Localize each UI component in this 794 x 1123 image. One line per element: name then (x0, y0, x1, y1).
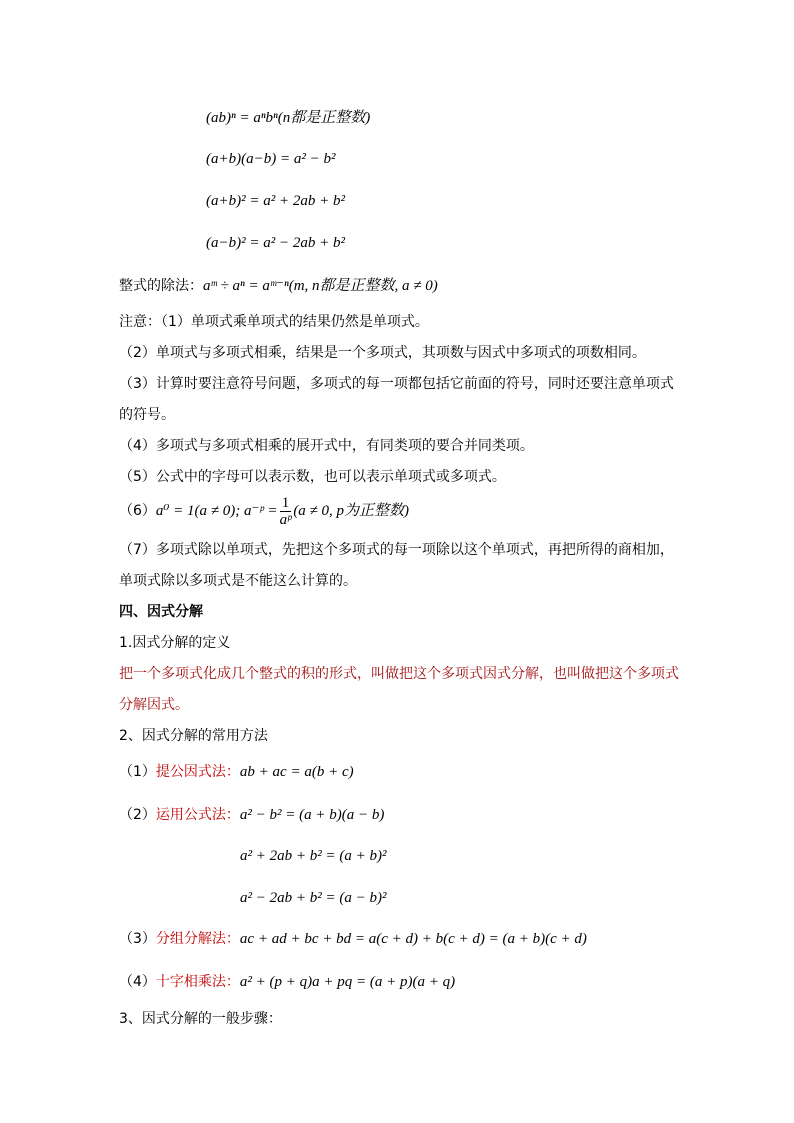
method-1-formula: ab + ac = a(b + c) (239, 764, 354, 780)
note-1: 注意：（1）单项式乘单项式的结果仍然是单项式。 (119, 314, 429, 330)
method-2-label: 运用公式法： (155, 807, 240, 823)
note-3-line-1: （3）计算时要注意符号问题，多项式的每一项都包括它前面的符号，同时还要注意单项式 (119, 376, 674, 392)
method-2-formula-1: a² − b² = (a + b)(a − b) (239, 807, 385, 823)
division-line (119, 276, 438, 296)
section-heading: 四、因式分解 (119, 604, 203, 620)
method-4-label: 十字相乘法： (155, 974, 240, 990)
method-4-number: （4） (119, 974, 156, 990)
method-3-label: 分组分解法： (155, 931, 240, 947)
methods-title: 2、因式分解的常用方法 (119, 728, 268, 744)
method-3-number: （3） (119, 931, 156, 947)
formula-power-of-product: (ab)ⁿ = aⁿbⁿ(n都是正整数) (206, 110, 371, 126)
method-1-label: 提公因式法： (155, 764, 240, 780)
method-4 (119, 972, 455, 992)
definition-title: 1.因式分解的定义 (119, 635, 231, 651)
method-3 (119, 929, 587, 949)
method-1 (119, 762, 354, 782)
formula-square-of-sum: (a+b)² = a² + 2ab + b² (206, 193, 345, 209)
note-6 (119, 494, 409, 528)
formula-difference-of-squares: (a+b)(a−b) = a² − b² (206, 151, 336, 167)
method-1-number: （1） (119, 764, 156, 780)
method-2-number: （2） (119, 807, 156, 823)
note-6-prefix: （6） (119, 503, 156, 519)
note-7-line-2: 单项式除以多项式是不能这么计算的。 (119, 573, 357, 589)
definition-text-line-2: 分解因式。 (119, 697, 189, 713)
method-2-formula-2: a² + 2ab + b² = (a + b)² (240, 848, 387, 864)
division-formula: aᵐ ÷ aⁿ = aᵐ⁻ⁿ(m, n都是正整数, a ≠ 0) (203, 278, 438, 294)
steps-title: 3、因式分解的一般步骤： (119, 1011, 282, 1027)
note-2: （2）单项式与多项式相乘，结果是一个多项式，其项数与因式中多项式的项数相同。 (119, 345, 646, 361)
fraction-numerator: 1 (280, 495, 292, 512)
method-4-formula: a² + (p + q)a + pq = (a + p)(a + q) (239, 974, 456, 990)
method-2 (119, 805, 384, 825)
fraction-denominator: aᵖ (279, 511, 292, 528)
method-3-formula: ac + ad + bc + bd = a(c + d) + b(c + d) = (a + b)(c + d) (239, 931, 587, 947)
note-5: （5）公式中的字母可以表示数，也可以表示单项式或多项式。 (119, 469, 506, 485)
note-3-line-2: 的符号。 (119, 407, 175, 423)
division-label: 整式的除法： (119, 278, 203, 294)
method-2-formula-3: a² − 2ab + b² = (a − b)² (240, 890, 387, 906)
note-6-formula-a: a⁰ = 1(a ≠ 0); a⁻ᵖ = (155, 503, 278, 519)
note-6-fraction (280, 495, 292, 528)
note-6-formula-b: (a ≠ 0, p为正整数) (293, 503, 410, 519)
definition-text-line-1: 把一个多项式化成几个整式的积的形式，叫做把这个多项式因式分解，也叫做把这个多项式 (119, 666, 679, 682)
formula-square-of-difference: (a−b)² = a² − 2ab + b² (206, 235, 345, 251)
note-7-line-1: （7）多项式除以单项式，先把这个多项式的每一项除以这个单项式，再把所得的商相加， (119, 542, 674, 558)
note-4: （4）多项式与多项式相乘的展开式中，有同类项的要合并同类项。 (119, 438, 534, 454)
